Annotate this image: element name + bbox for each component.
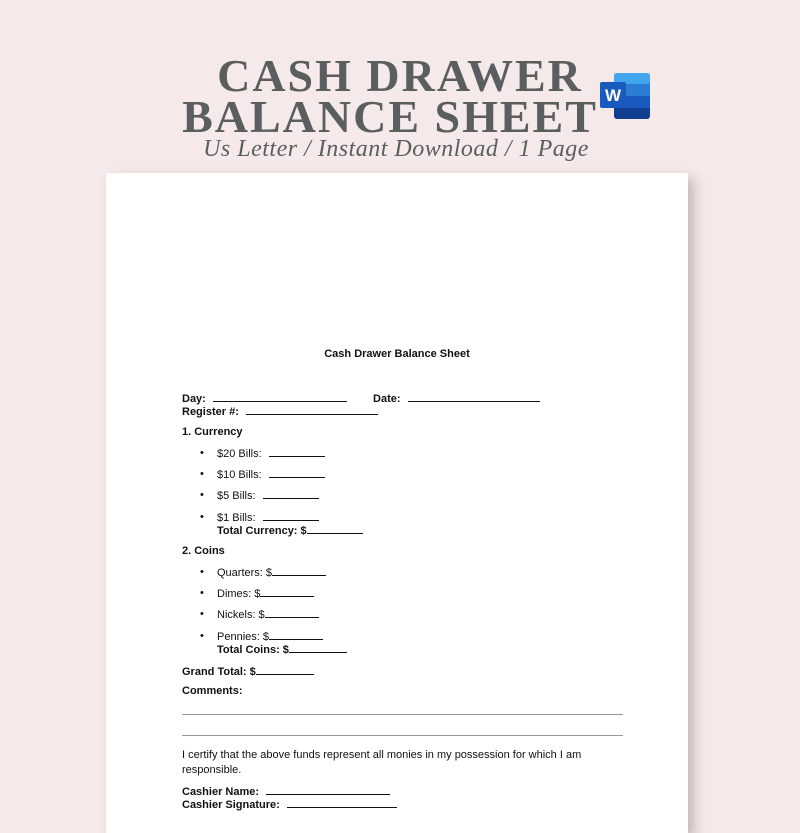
document-page: [106, 173, 688, 833]
bullet: •: [200, 566, 204, 578]
cashier-signature-blank: [287, 797, 397, 808]
day-blank: [213, 391, 347, 402]
grand-total-label: Grand Total: $: [182, 666, 256, 678]
coin-blank: [260, 586, 314, 597]
total-currency-label: Total Currency: $: [217, 525, 307, 537]
total-coins-label: Total Coins: $: [217, 644, 289, 656]
coin-item-label: Nickels: $: [217, 609, 265, 621]
coin-item-quarters: [217, 565, 326, 579]
coin-item-label: Pennies: $: [217, 631, 269, 643]
currency-item-1: [217, 510, 319, 524]
total-currency-blank: [307, 523, 363, 534]
hero-title-line-2: BALANCE SHEET: [182, 91, 598, 142]
cashier-name-blank: [266, 784, 390, 795]
coin-blank: [265, 607, 319, 618]
bullet: •: [200, 511, 204, 523]
day-date-row: [182, 391, 540, 405]
date-blank: [408, 391, 540, 402]
coin-item-pennies: [217, 629, 323, 643]
currency-heading: 1. Currency: [182, 426, 243, 438]
hero-subtitle: Us Letter / Instant Download / 1 Page: [203, 136, 589, 162]
coin-item-nickels: [217, 607, 319, 621]
hero-title-line-1: CASH DRAWER: [217, 50, 583, 101]
currency-blank: [269, 467, 325, 478]
date-label: Date:: [373, 393, 401, 405]
currency-item-20: [217, 446, 325, 460]
coins-heading: 2. Coins: [182, 545, 225, 557]
coin-item-label: Quarters: $: [217, 567, 273, 579]
coin-blank: [269, 629, 323, 640]
currency-item-label: $1 Bills:: [217, 512, 256, 524]
grand-total-blank: [256, 664, 314, 675]
register-label: Register #:: [182, 406, 239, 418]
currency-blank: [263, 488, 319, 499]
currency-item-10: [217, 467, 325, 481]
cashier-name-label: Cashier Name:: [182, 786, 260, 798]
bullet: •: [200, 587, 204, 599]
currency-item-label: $10 Bills:: [217, 469, 262, 481]
bullet: •: [200, 489, 204, 501]
coin-item-label: Dimes: $: [217, 588, 261, 600]
bullet: •: [200, 447, 204, 459]
bullet: •: [200, 468, 204, 480]
total-coins-row: [217, 642, 347, 656]
currency-item-label: $20 Bills:: [217, 448, 262, 460]
comments-line-2: [182, 735, 623, 736]
comments-line-1: [182, 714, 623, 715]
grand-total-row: [182, 664, 314, 678]
cashier-signature-row: [182, 797, 397, 811]
certification-text: I certify that the above funds represent all monies in my possession for which I am responsible.: [182, 749, 582, 776]
total-currency-row: [217, 523, 363, 537]
total-coins-blank: [289, 642, 347, 653]
currency-item-5: [217, 488, 319, 502]
comments-label: Comments:: [182, 685, 243, 697]
day-label: Day:: [182, 393, 206, 405]
bullet: •: [200, 608, 204, 620]
coin-blank: [272, 565, 326, 576]
microsoft-word-icon: [600, 72, 652, 120]
coin-item-dimes: [217, 586, 314, 600]
register-row: [182, 404, 378, 418]
cashier-name-row: [182, 784, 390, 798]
currency-blank: [263, 510, 319, 521]
document-title: Cash Drawer Balance Sheet: [324, 348, 470, 360]
currency-blank: [269, 446, 325, 457]
cashier-signature-label: Cashier Signature:: [182, 799, 280, 811]
currency-item-label: $5 Bills:: [217, 490, 256, 502]
bullet: •: [200, 630, 204, 642]
register-blank: [246, 404, 378, 415]
svg-text:W: W: [604, 86, 622, 105]
